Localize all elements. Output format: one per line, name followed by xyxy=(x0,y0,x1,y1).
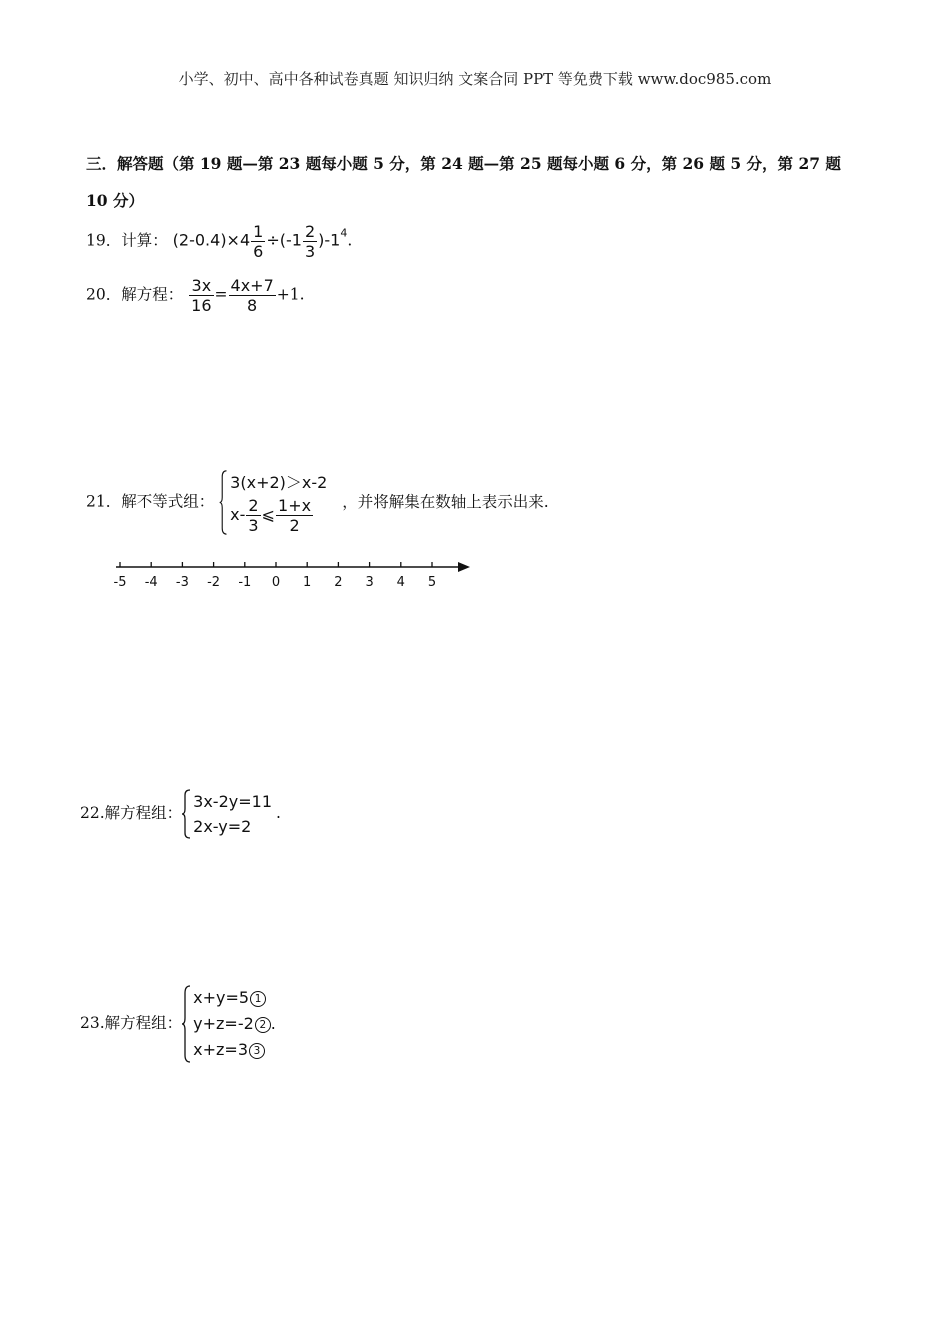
q21-frac1-num: 2 xyxy=(248,496,259,515)
q23-mark-2: 2 xyxy=(255,1017,271,1033)
q23-line-1 xyxy=(193,985,276,1011)
question-23 xyxy=(80,985,276,1063)
q21-fraction-1 xyxy=(246,496,260,535)
q20-fraction-2 xyxy=(229,276,276,315)
q23-line-3 xyxy=(193,1037,276,1063)
number-line-tick-label: 4 xyxy=(396,575,405,590)
q23-equation-system xyxy=(182,985,276,1063)
q19-fraction-1 xyxy=(251,222,265,261)
number-line xyxy=(100,558,480,594)
q20-frac2-den: 8 xyxy=(247,296,258,315)
number-line-tick-label: 5 xyxy=(427,575,437,590)
question-20 xyxy=(86,276,305,315)
arrow-right-icon xyxy=(458,562,470,572)
q19-exponent: 4 xyxy=(340,226,348,240)
left-brace-icon xyxy=(182,985,191,1063)
q23-mark-3: 3 xyxy=(249,1043,265,1059)
page-header: 小学、初中、高中各种试卷真题 知识归纳 文案合同 PPT 等免费下载 www.doc985.com xyxy=(178,70,772,88)
q20-frac2-num: 4x+7 xyxy=(230,276,274,295)
q22-line-1: 3x-2y=11 xyxy=(193,792,272,811)
number-line-tick-label: -2 xyxy=(207,575,221,590)
q20-frac1-den: 16 xyxy=(191,296,212,315)
q19-fraction-2 xyxy=(303,222,317,261)
q23-line1-text: x+y=5 xyxy=(193,988,250,1007)
question-19-label: 19．计算： xyxy=(86,231,168,250)
question-20-label: 20．解方程： xyxy=(86,285,184,304)
q23-line3-text: x+z=3 xyxy=(193,1040,249,1059)
q22-equation-system xyxy=(182,789,272,839)
q23-mark-1: 1 xyxy=(250,991,266,1007)
left-brace-icon xyxy=(219,470,228,535)
number-line-tick-label: -3 xyxy=(175,575,189,590)
q19-frac2-num: 2 xyxy=(304,222,316,241)
q23-line-2 xyxy=(193,1011,276,1037)
q19-frac1-num: 1 xyxy=(253,222,264,241)
q19-end: . xyxy=(347,231,353,250)
q21-line-1: 3(x+2)＞x-2 xyxy=(230,473,328,492)
q19-frac2-den: 3 xyxy=(304,242,316,261)
q21-line-2 xyxy=(230,496,327,535)
question-23-label: 23.解方程组： xyxy=(80,1014,183,1032)
section-title: 三．解答题（第 19 题—第 23 题每小题 5 分，第 24 题—第 25 题每小题 6 分，第 26 题 5 分，第 27 题 10 分） xyxy=(86,154,841,210)
number-line-ticks xyxy=(114,562,437,590)
q22-end: . xyxy=(276,804,281,822)
number-line-tick-label: 2 xyxy=(334,575,343,590)
q21-relation: ⩽ xyxy=(261,505,276,524)
question-22 xyxy=(80,789,281,839)
q20-fraction-1 xyxy=(189,276,213,315)
question-21-label: 21．解不等式组： xyxy=(86,492,215,511)
number-line-tick-label: 1 xyxy=(303,575,312,590)
q19-expr-part3: )-1 xyxy=(318,230,341,250)
q20-end: +1. xyxy=(276,285,305,304)
q23-end: . xyxy=(270,1014,276,1033)
q20-frac1-num: 3x xyxy=(189,276,213,296)
number-line-tick-label: 0 xyxy=(271,575,281,590)
number-line-tick-label: -1 xyxy=(238,575,252,590)
question-19 xyxy=(86,222,352,261)
number-line-tick-label: -5 xyxy=(113,575,127,590)
left-brace-icon xyxy=(182,789,191,839)
q20-equals: = xyxy=(214,285,228,304)
q19-frac1-den: 6 xyxy=(253,242,264,261)
q23-line2-text: y+z=-2 xyxy=(193,1014,254,1033)
q19-expr-part1: (2-0.4)×4 xyxy=(172,230,251,250)
question-22-label: 22.解方程组： xyxy=(80,804,183,822)
q21-tail: ，并将解集在数轴上表示出来. xyxy=(342,492,549,511)
number-line-tick-label: 3 xyxy=(365,575,374,590)
q21-frac2-num: 1+x xyxy=(278,496,312,515)
q22-line-2: 2x-y=2 xyxy=(193,817,252,836)
q21-line2-pre: x- xyxy=(230,505,246,524)
q19-expr-part2: ÷(-1 xyxy=(266,230,302,250)
q21-inequality-system xyxy=(219,470,327,535)
number-line-tick-label: -4 xyxy=(144,575,158,590)
question-21 xyxy=(86,470,549,535)
q21-fraction-2 xyxy=(276,496,313,535)
q21-frac2-den: 2 xyxy=(289,516,300,535)
q21-frac1-den: 3 xyxy=(248,516,259,535)
